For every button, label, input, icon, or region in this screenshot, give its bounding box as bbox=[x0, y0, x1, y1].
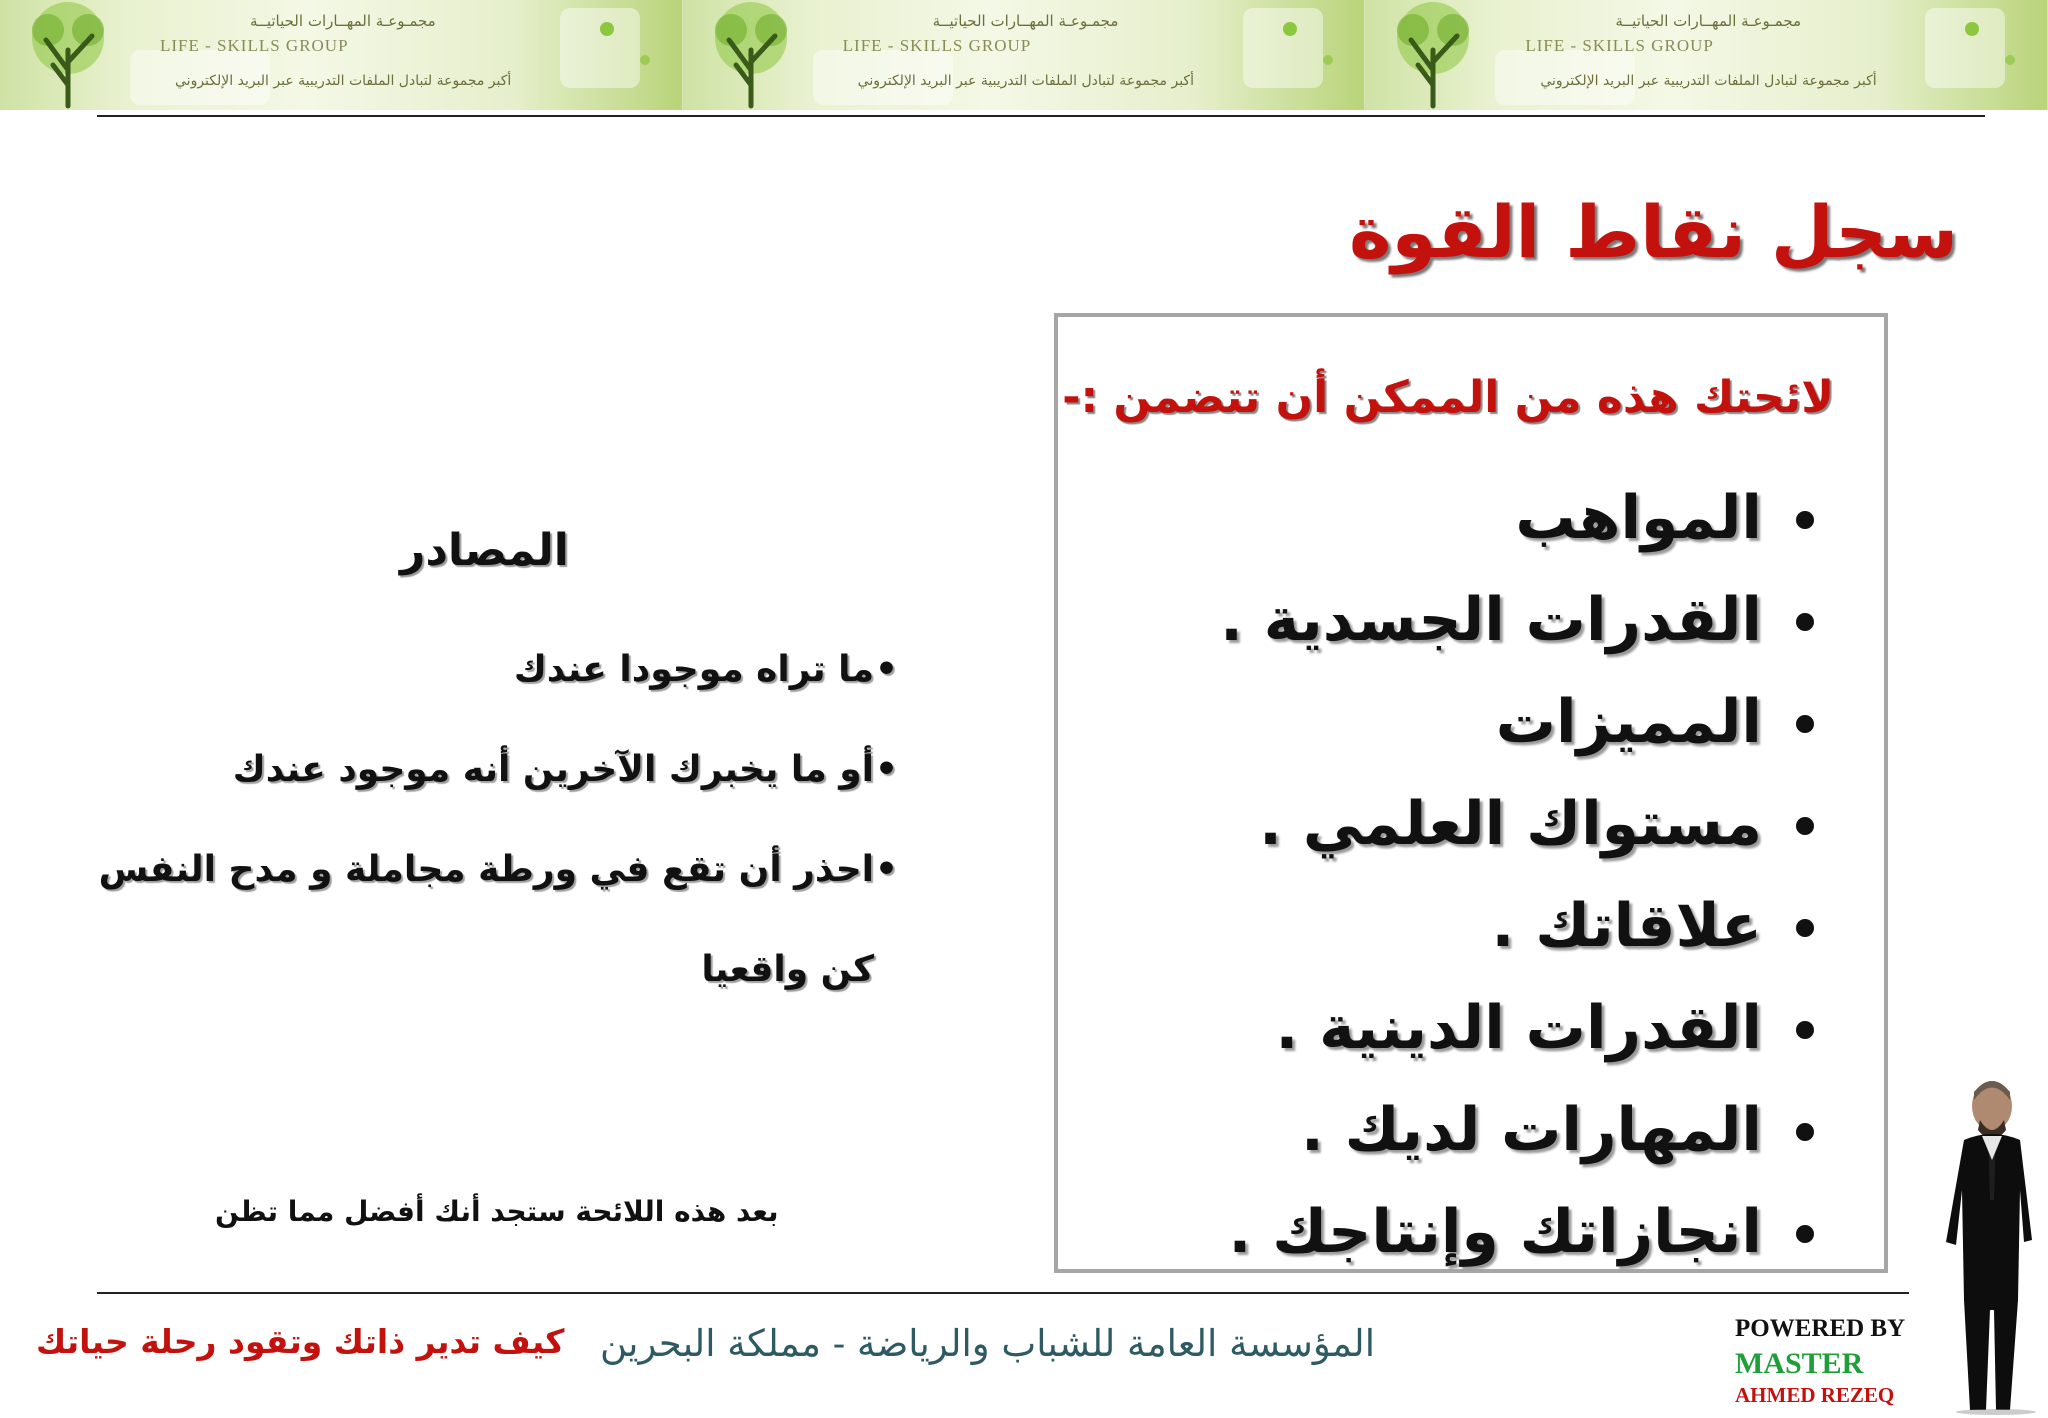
box-heading: لائحتك هذه من الممكن أن تتضمن :- bbox=[1062, 372, 1834, 423]
strengths-list bbox=[1114, 467, 1814, 1283]
banner-arabic-title: مجمـوعـة المهــارات الحياتيــة bbox=[250, 12, 436, 30]
list-item: انجازاتك وإنتاجك . bbox=[1114, 1181, 1814, 1283]
list-item: • احذر أن تقع في ورطة مجاملة و مدح النفس كن واقعيا bbox=[58, 820, 898, 1020]
banner-tile bbox=[0, 0, 683, 110]
strengths-box bbox=[1054, 313, 1888, 1273]
sources-list bbox=[58, 620, 898, 1020]
banner-subtitle: أكبر مجموعة لتبادل الملفات التدريبية عبر البريد الإلكتروني bbox=[175, 73, 512, 89]
banner-english-title: LIFE - SKILLS GROUP bbox=[842, 36, 1032, 55]
list-item: القدرات الدينية . bbox=[1114, 977, 1814, 1079]
banner-tile bbox=[683, 0, 1366, 110]
top-divider bbox=[97, 115, 1985, 117]
page-title: سجل نقاط القوة bbox=[1349, 190, 1958, 274]
sources-title: المصادر bbox=[400, 525, 569, 576]
header-banner bbox=[0, 0, 2048, 110]
list-item: • ما تراه موجودا عندك bbox=[58, 620, 898, 720]
banner-subtitle: أكبر مجموعة لتبادل الملفات التدريبية عبر البريد الإلكتروني bbox=[857, 73, 1194, 89]
powered-by-block bbox=[1735, 1316, 1905, 1406]
banner-english-title: LIFE - SKILLS GROUP bbox=[160, 36, 349, 55]
list-item: المهارات لديك . bbox=[1114, 1079, 1814, 1181]
banner-arabic-title: مجمـوعـة المهــارات الحياتيــة bbox=[932, 12, 1119, 30]
list-item: • أو ما يخبرك الآخرين أنه موجود عندك bbox=[58, 720, 898, 820]
banner-arabic-title: مجمـوعـة المهــارات الحياتيــة bbox=[1615, 12, 1802, 30]
closing-note: بعد هذه اللائحة ستجد أنك أفضل مما تظن bbox=[215, 1195, 779, 1228]
businessman-figure-icon bbox=[1934, 1070, 2044, 1415]
tree-logo-icon bbox=[1373, 0, 1493, 110]
banner-subtitle: أكبر مجموعة لتبادل الملفات التدريبية عبر البريد الإلكتروني bbox=[1540, 73, 1877, 89]
bottom-divider bbox=[97, 1292, 1909, 1294]
list-item: القدرات الجسدية . bbox=[1114, 569, 1814, 671]
list-item: المواهب bbox=[1114, 467, 1814, 569]
master-label: MASTER bbox=[1735, 1347, 1864, 1380]
powered-by-label: POWERED BY bbox=[1735, 1315, 1906, 1342]
banner-english-title: LIFE - SKILLS GROUP bbox=[1525, 36, 1714, 55]
list-item: المميزات bbox=[1114, 671, 1814, 773]
list-item: علاقاتك . bbox=[1114, 875, 1814, 977]
banner-tile bbox=[1365, 0, 2048, 110]
tree-logo-icon bbox=[8, 0, 128, 110]
footer-course-title: كيف تدير ذاتك وتقود رحلة حياتك bbox=[36, 1322, 565, 1361]
footer-organization: المؤسسة العامة للشباب والرياضة - مملكة البحرين bbox=[600, 1322, 1375, 1365]
list-item: مستواك العلمي . bbox=[1114, 773, 1814, 875]
author-name: AHMED REZEQ bbox=[1735, 1383, 1895, 1407]
tree-logo-icon bbox=[691, 0, 811, 110]
